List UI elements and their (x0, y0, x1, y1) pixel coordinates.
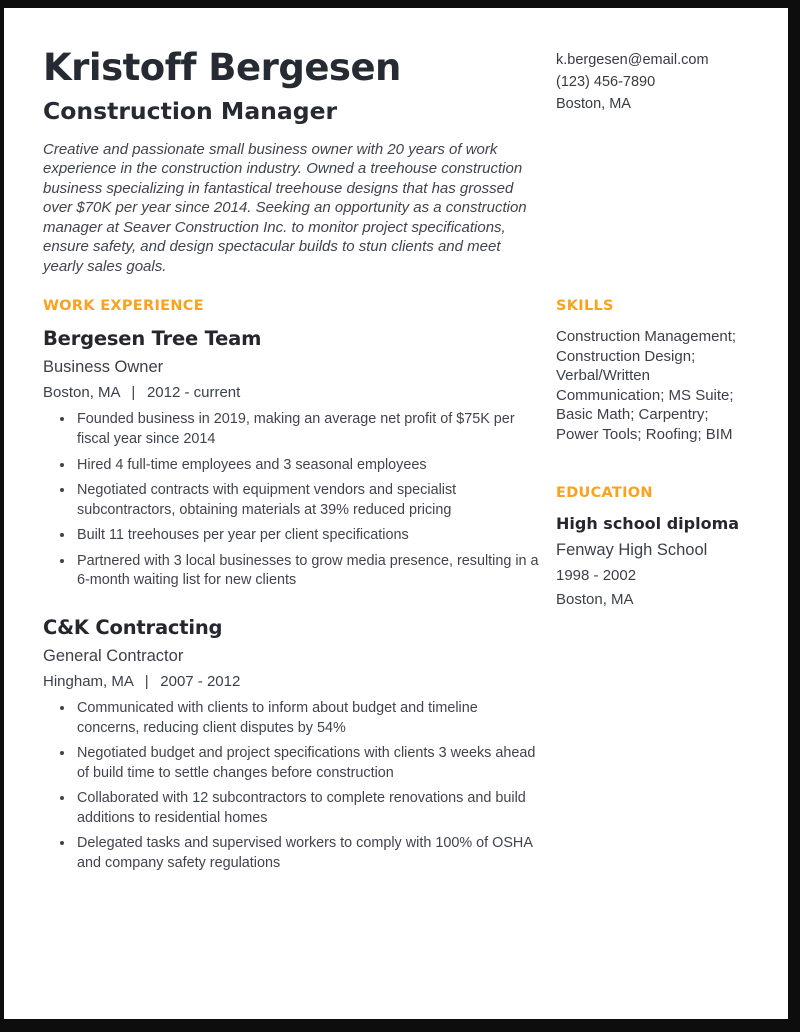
work-experience-section (43, 298, 543, 879)
sidebar-column (556, 298, 748, 879)
resume-header (43, 46, 748, 276)
education-heading: EDUCATION (556, 485, 653, 502)
resume-body (43, 298, 748, 879)
resume-page (4, 8, 788, 1019)
header-left (43, 46, 543, 276)
company-name: Bergesen Tree Team (43, 327, 262, 351)
contact-phone: (123) 456-7890 (556, 74, 656, 90)
job-bullet: • Partnered with 3 local businesses to grow media presence, resulting in a 6-month waiting list for new clients (75, 552, 543, 591)
job-bullet: • Negotiated contracts with equipment vendors and specialist subcontractors, obtaining materials at 39% reduced pricing (75, 481, 543, 520)
job-role: Business Owner (43, 358, 164, 377)
job-location-dates: Hingham, MA | 2007 - 2012 (43, 672, 241, 690)
education-degree: High school diploma (556, 514, 740, 534)
job-location-dates: Boston, MA | 2012 - current (43, 384, 241, 402)
person-job-title: Construction Manager (43, 96, 338, 125)
education-location: Boston, MA (556, 591, 634, 609)
contact-location: Boston, MA (556, 96, 631, 112)
job-bullet: • Communicated with clients to inform about budget and timeline concerns, reducing client disputes by 54% (75, 699, 543, 738)
person-name: Kristoff Bergesen (43, 46, 401, 89)
job-role: General Contractor (43, 646, 184, 665)
skills-heading: SKILLS (556, 298, 614, 315)
company-name: C&K Contracting (43, 615, 223, 639)
contact-info (556, 46, 748, 115)
job-bullet: • Collaborated with 12 subcontractors to complete renovations and build additions to residential homes (75, 789, 543, 828)
job-bullet: • Negotiated budget and project specifications with clients 3 weeks ahead of build time to settle changes before construction (75, 744, 543, 783)
job-bullet-list (43, 699, 543, 874)
job-bullet: • Delegated tasks and supervised workers to comply with 100% of OSHA and company safety regulations (75, 834, 543, 873)
job-bullet-list (43, 410, 543, 591)
contact-email: k.bergesen@email.com (556, 52, 709, 68)
summary-paragraph: Creative and passionate small business owner with 20 years of work experience in the construction industry. Owned a treehouse construction business specializing in fantastical treehouse designs that has grossed over $70K per year since 2014. Seeking an opportunity as a construction manager at Seaver Construction Inc. to monitor project specifications, ensure safety, and design spectacular builds to stun clients and meet yearly sales goals. (43, 140, 527, 275)
education-school: Fenway High School (556, 541, 708, 560)
skills-section (556, 298, 748, 444)
education-dates: 1998 - 2002 (556, 567, 637, 585)
job-entry (43, 616, 543, 874)
job-bullet: • Built 11 treehouses per year per client specifications (75, 526, 543, 546)
job-entry (43, 327, 543, 591)
job-bullet: • Hired 4 full-time employees and 3 seasonal employees (75, 456, 543, 476)
education-section (556, 485, 748, 608)
skills-list: Construction Management; Construction Design; Verbal/Written Communication; MS Suite; Basic Math; Carpentry; Power Tools; Roofing; BIM (556, 328, 737, 443)
job-bullet: • Founded business in 2019, making an average net profit of $75K per fiscal year since 2014 (75, 410, 543, 449)
work-experience-heading: WORK EXPERIENCE (43, 298, 204, 315)
